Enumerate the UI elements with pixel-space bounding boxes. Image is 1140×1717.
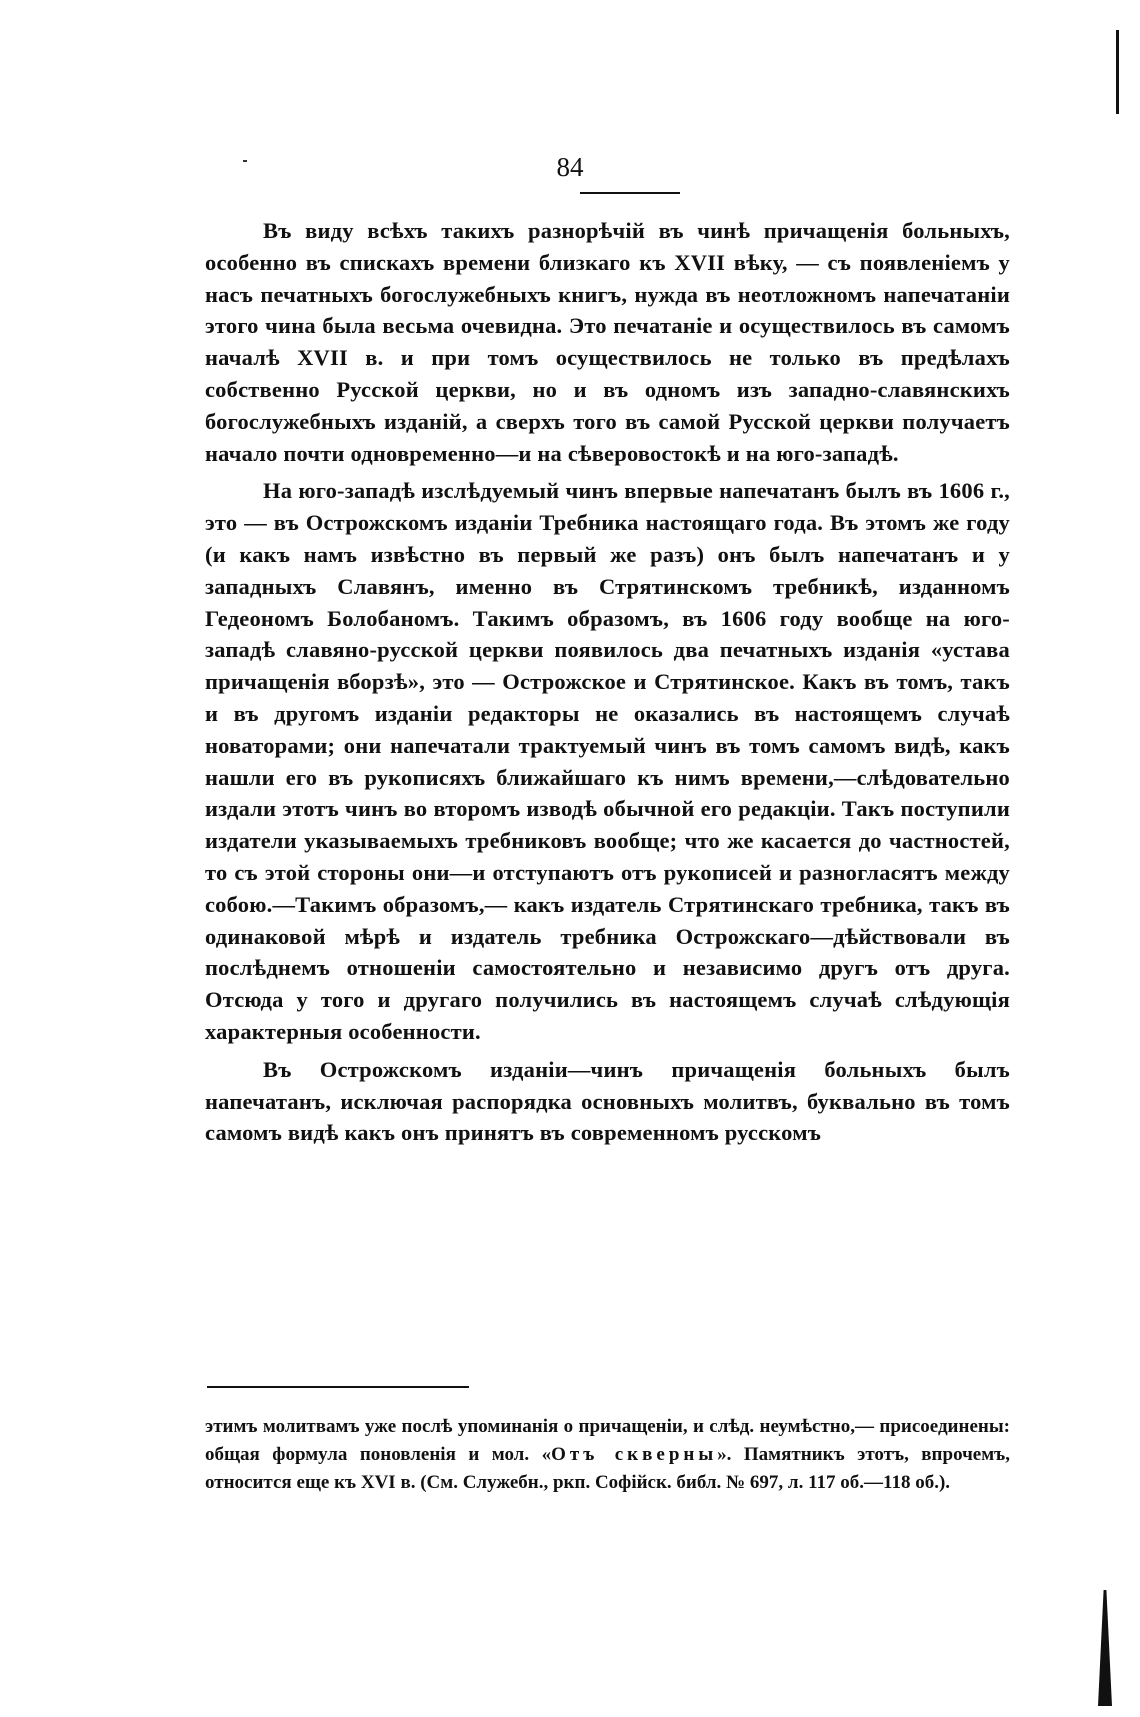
footnote-spaced-title: Отъ скверны (551, 1444, 718, 1465)
footnote-text (205, 1413, 1010, 1497)
footnote-text-before: этимъ молитвамъ уже послѣ упоминанія о причащеніи, и слѣд. неумѣстно,— присоединены: общая формула поновленія и мол. « (205, 1416, 1010, 1465)
paragraph-3: Въ Острожскомъ изданіи—чинъ причащенія больныхъ былъ напечатанъ, исключая распорядка основныхъ молитвъ, буквально въ томъ самомъ видѣ какъ онъ принятъ въ современномъ русскомъ (205, 1056, 1010, 1146)
scan-edge-mark-bottom (1098, 1590, 1112, 1706)
page-number: 84 (556, 152, 584, 182)
paragraph-1: Въ виду всѣхъ такихъ разнорѣчій въ чинѣ причащенія больныхъ, особенно въ спискахъ времени близкаго къ XVII вѣку, — съ появленіемъ у насъ печатныхъ богослужебныхъ книгъ, нужда въ неотложномъ напечатаніи этого чина была весьма очевидна. Это печатаніе и осуществилось въ самомъ началѣ XVII в. и при томъ осуществилось не только въ предѣлахъ собственно Русской церкви, но и въ одномъ изъ западно-славянскихъ богослужебныхъ изданій, а сверхъ того въ самой Русской церкви получаетъ начало почти одновременно—и на сѣверовостокѣ и на юго-западѣ. (205, 218, 1010, 466)
page-number-rule (580, 192, 680, 194)
footnote (205, 1413, 1010, 1497)
scan-edge-mark-top (1116, 30, 1119, 114)
footnote-separator (207, 1386, 469, 1388)
paragraph-2: На юго-западѣ изслѣдуемый чинъ впервые напечатанъ былъ въ 1606 г., это — въ Острожскомъ изданіи Требника настоящаго года. Въ этомъ же году (и какъ намъ извѣстно въ первый же разъ) онъ былъ напечатанъ и у западныхъ Славянъ, именно въ Стрятинскомъ требникѣ, изданномъ Гедеономъ Болобаномъ. Такимъ образомъ, въ 1606 году вообще на юго-западѣ славяно-русской церкви появилось два печатныхъ изданія «устава причащенія вборзѣ», это — Острожское и Стрятинское. Какъ въ томъ, такъ и въ другомъ изданіи редакторы не оказались въ настоящемъ случаѣ новаторами; они напечатали трактуемый чинъ въ томъ самомъ видѣ, какъ нашли его въ рукописяхъ ближайшаго къ нимъ времени,—слѣдовательно издали этотъ чинъ во второмъ изводѣ обычной его редакціи. Такъ поступили издатели указываемыхъ требниковъ вообще; что же касается до частностей, то съ этой стороны они—и отступаютъ отъ рукописей и разногласятъ между собою.—Такимъ образомъ,— какъ издатель Стрятинскаго требника, такъ въ одинаковой мѣрѣ и издатель требника Острожскаго—дѣйствовали въ послѣднемъ отношеніи самостоятельно и независимо другъ отъ друга. Отсюда у того и другаго получились въ настоящемъ случаѣ слѣдующія характерныя особенности. (205, 478, 1010, 1044)
main-text (205, 215, 1010, 1149)
footnote-text-after: ». Памятникъ этотъ, впрочемъ, относится еще къ XVI в. (См. Служебн., ркп. Софійск. библ. № 697, л. 117 об.—118 об.). (205, 1444, 1010, 1493)
